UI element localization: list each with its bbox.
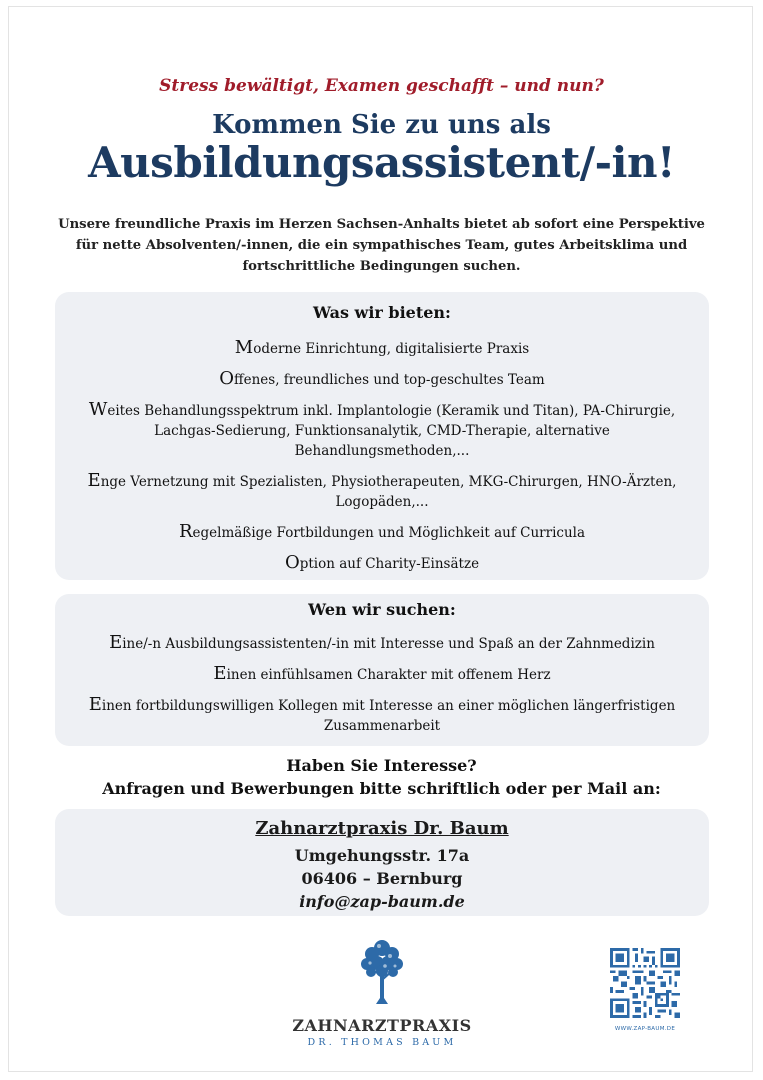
offer-item-initial: E <box>87 470 101 491</box>
search-item-initial: E <box>109 632 123 653</box>
contact-email[interactable]: info@zap-baum.de <box>299 892 465 911</box>
interest-block <box>0 754 763 800</box>
offer-item-text: egelmäßige Fortbildungen und Möglichkeit auf Curricula <box>192 525 586 541</box>
contact-street: Umgehungsstr. 17a <box>294 846 470 865</box>
offer-item-text: oderne Einrichtung, digitalisierte Praxis <box>253 341 530 357</box>
search-item-text: inen fortbildungswilligen Kollegen mit Interesse an einer möglichen längerfristigen <box>101 698 676 714</box>
offer-item <box>55 471 709 512</box>
tagline: Stress bewältigt, Examen geschafft – und nun? <box>159 76 604 96</box>
offer-title: Was wir bieten: <box>313 303 451 322</box>
search-title: Wen wir suchen: <box>308 600 456 619</box>
offer-box <box>55 292 709 580</box>
logo-name: ZAHNARZTPRAXIS <box>292 1016 472 1035</box>
search-item-text: Zusammenarbeit <box>323 718 441 734</box>
offer-item-text: nge Vernetzung mit Spezialisten, Physiotherapeuten, MKG-Chirurgen, HNO-Ärzten, <box>100 474 677 490</box>
search-item <box>55 633 709 654</box>
qr-code-icon[interactable] <box>610 948 680 1018</box>
offer-item-text: Logopäden,... <box>335 494 429 510</box>
tree-icon <box>359 936 405 1006</box>
offer-item <box>55 338 709 359</box>
logo-subtitle: DR. THOMAS BAUM <box>307 1037 457 1048</box>
offer-item-text: eites Behandlungsspektrum inkl. Implantologie (Keramik und Titan), PA-Chirurgie, <box>107 403 676 419</box>
intro-line: fortschrittliche Bedingungen suchen. <box>242 259 521 274</box>
qr-block[interactable] <box>608 948 682 1032</box>
contact-box <box>55 809 709 916</box>
interest-question: Haben Sie Interesse? <box>286 756 477 775</box>
offer-item-initial: W <box>88 399 108 420</box>
offer-item <box>55 400 709 461</box>
intro-line: für nette Absolventen/-innen, die ein sympathisches Team, gutes Arbeitsklima und <box>75 238 688 253</box>
intro-line: Unsere freundliche Praxis im Herzen Sachsen-Anhalts bietet ab sofort eine Perspektive <box>58 217 705 232</box>
offer-item <box>55 553 709 574</box>
offer-item-initial: O <box>284 552 300 573</box>
offer-item <box>55 369 709 390</box>
contact-city: 06406 – Bernburg <box>301 869 463 888</box>
offer-item-text: Lachgas-Sedierung, Funktionsanalytik, CMD-Therapie, alternative <box>154 423 610 439</box>
offer-item-initial: R <box>178 521 193 542</box>
search-box <box>55 594 709 746</box>
contact-name: Zahnarztpraxis Dr. Baum <box>255 818 509 839</box>
offer-item-initial: O <box>219 368 235 389</box>
headline-line2: Ausbildungsassistent/-in! <box>88 138 675 187</box>
search-item-initial: E <box>88 694 102 715</box>
search-item-text: inen einfühlsamen Charakter mit offenem Herz <box>226 667 551 683</box>
offer-item <box>55 522 709 543</box>
intro-paragraph <box>0 214 763 277</box>
search-item-text: ine/-n Ausbildungsassistenten/-in mit Interesse und Spaß an der Zahnmedizin <box>122 636 655 652</box>
headline-line1: Kommen Sie zu uns als <box>212 110 551 140</box>
search-item-initial: E <box>213 663 227 684</box>
offer-item-text: Behandlungsmethoden,... <box>294 443 470 459</box>
interest-instruction: Anfragen und Bewerbungen bitte schriftlich oder per Mail an: <box>102 779 661 798</box>
qr-url: WWW.ZAP-BAUM.DE <box>614 1026 676 1032</box>
offer-item-text: ption auf Charity-Einsätze <box>299 556 480 572</box>
offer-item-initial: M <box>234 337 254 358</box>
search-item <box>55 695 709 736</box>
offer-item-text: ffenes, freundliches und top-geschultes Team <box>234 372 545 388</box>
search-item <box>55 664 709 685</box>
logo <box>282 936 482 1048</box>
